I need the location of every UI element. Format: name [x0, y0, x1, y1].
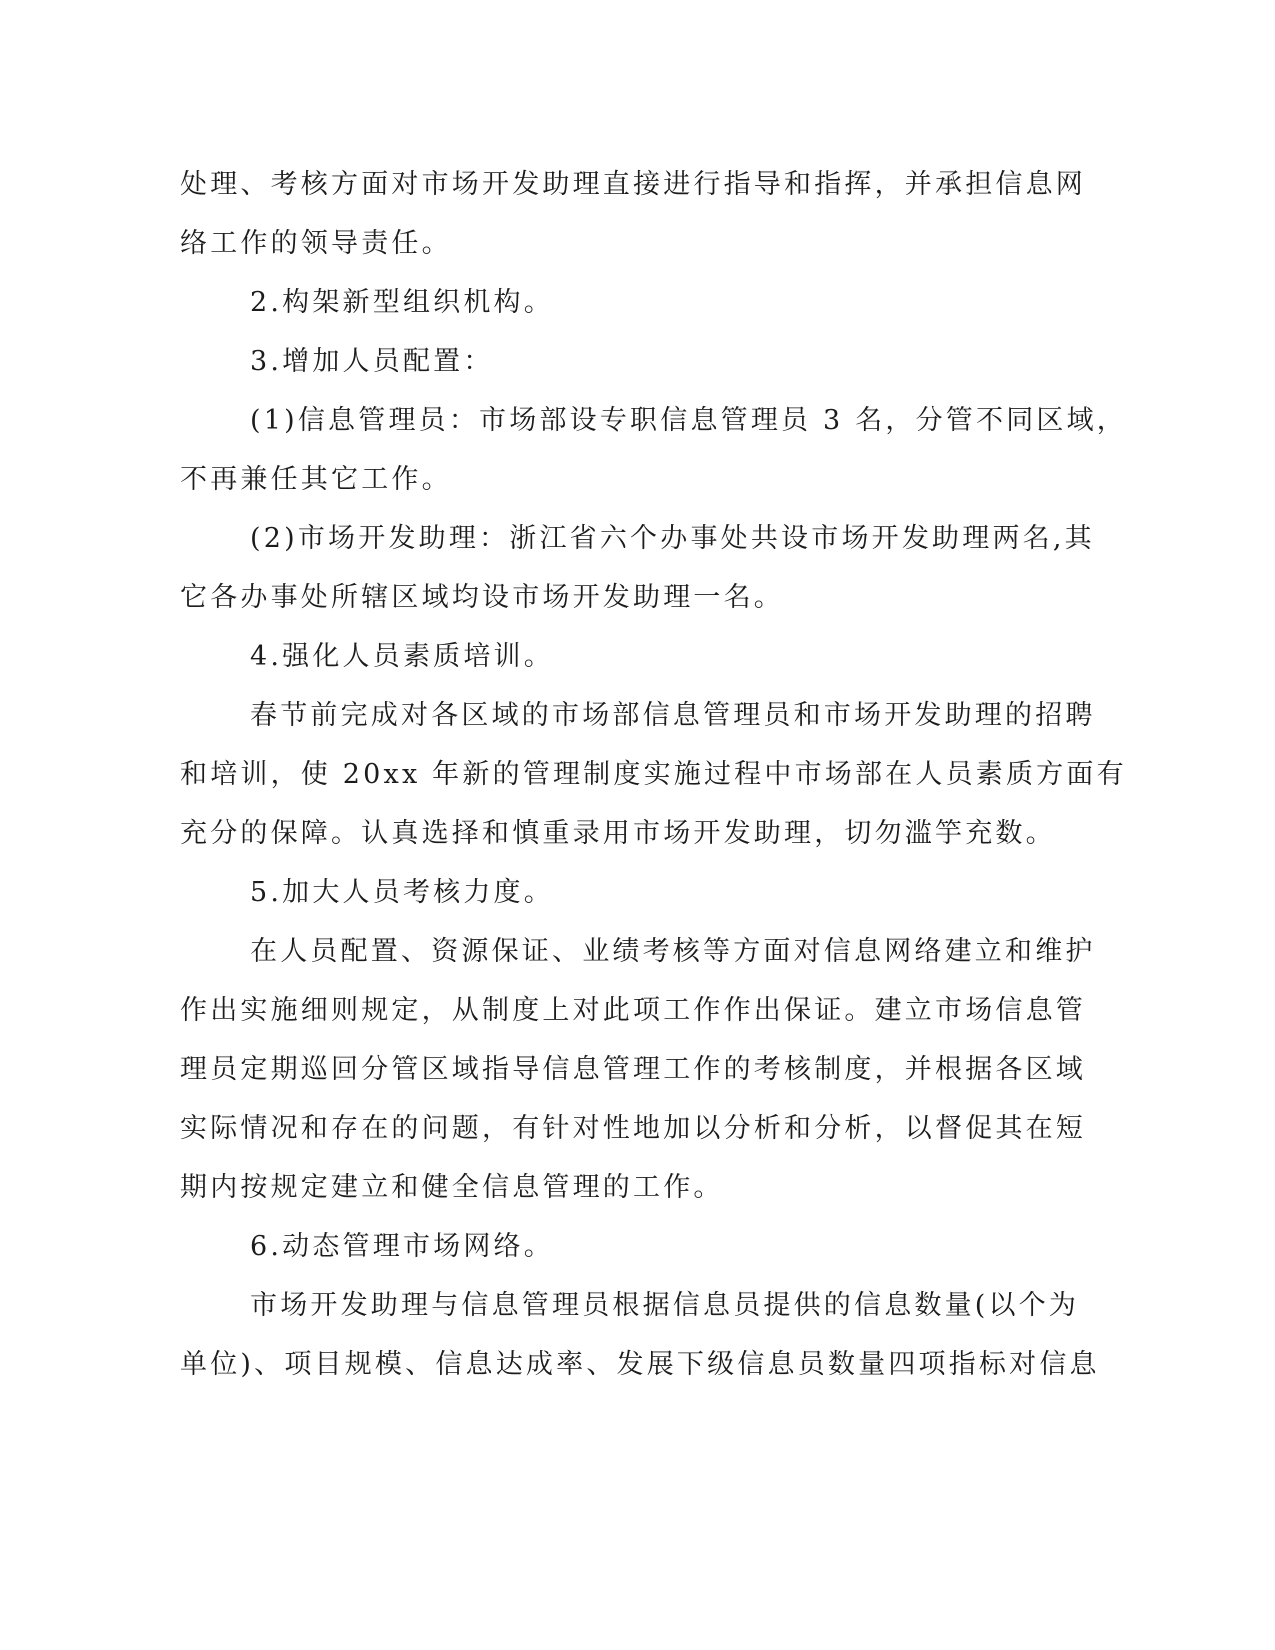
text-line: 和培训，使 20xx 年新的管理制度实施过程中市场部在人员素质方面有	[180, 759, 1127, 790]
text-line: 理员定期巡回分管区域指导信息管理工作的考核制度，并根据各区域	[180, 1054, 1086, 1085]
text-line: 不再兼任其它工作。	[180, 464, 452, 495]
text-line: 在人员配置、资源保证、业绩考核等方面对信息网络建立和维护	[250, 936, 1096, 967]
section-heading: 3.增加人员配置：	[250, 346, 494, 377]
text-line: 春节前完成对各区域的市场部信息管理员和市场开发助理的招聘	[250, 700, 1096, 731]
text-line: 期内按规定建立和健全信息管理的工作。	[180, 1172, 724, 1203]
document-body	[180, 155, 1127, 1394]
text-line: 单位)、项目规模、信息达成率、发展下级信息员数量四项指标对信息	[180, 1349, 1100, 1380]
text-line: 络工作的领导责任。	[180, 228, 452, 259]
section-heading: 6.动态管理市场网络。	[250, 1231, 554, 1262]
text-line: 作出实施细则规定，从制度上对此项工作作出保证。建立市场信息管	[180, 995, 1086, 1026]
text-line: 实际情况和存在的问题，有针对性地加以分析和分析，以督促其在短	[180, 1113, 1086, 1144]
text-line: (2)市场开发助理：浙江省六个办事处共设市场开发助理两名,其	[250, 523, 1095, 554]
text-line: 它各办事处所辖区域均设市场开发助理一名。	[180, 582, 784, 613]
text-line: 市场开发助理与信息管理员根据信息员提供的信息数量(以个为	[250, 1290, 1080, 1321]
text-line: 充分的保障。认真选择和慎重录用市场开发助理，切勿滥竽充数。	[180, 818, 1056, 849]
text-line: 处理、考核方面对市场开发助理直接进行指导和指挥，并承担信息网	[180, 169, 1086, 200]
section-heading: 5.加大人员考核力度。	[250, 877, 554, 908]
section-heading: 4.强化人员素质培训。	[250, 641, 554, 672]
text-line: (1)信息管理员：市场部设专职信息管理员 3 名，分管不同区域，	[250, 405, 1127, 436]
section-heading: 2.构架新型组织机构。	[250, 287, 554, 318]
